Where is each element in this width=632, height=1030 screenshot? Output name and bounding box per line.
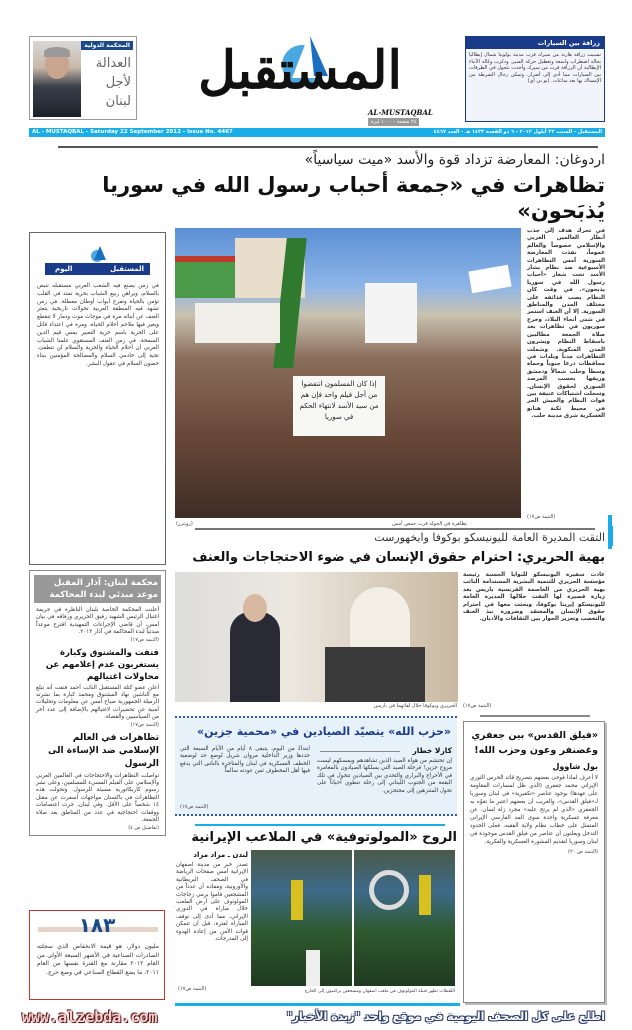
second-photo[interactable] [175, 572, 458, 702]
sidebar-today[interactable] [29, 232, 166, 565]
islamic-continued[interactable]: (تفاصيل ص ٤) [128, 824, 159, 831]
tribunal-headline[interactable]: محكمة لبنان: آذار المقبل موعد مبدئي لبدء المحاكمة [34, 575, 161, 603]
logo-arabic: المستقبل [198, 40, 402, 101]
hezbollah-author: كارلا خطار [412, 746, 452, 755]
lead-continued[interactable]: (التتمة ص١٧) [527, 514, 556, 520]
tribunal-line: العدالة [95, 56, 131, 71]
hezbollah-body-right: إن تحتشم من هواة الصيد الذين تشاهدهم ويمسكهم ليست مروج جزين! فرحلة الصيد التي يسلكها الصيادون بالمغامرة في الأحراج والبراري والتحدي بين الصيادين تتحول في تلك البقعة من الجنوب اللبناني إلى رحلة تنطوي أحياناً على تحول المتنزهين إلى محتجزين. [317, 758, 452, 794]
lead-body: في تحرك هدف إلى جذب أنظار العالمين العربي والإسلامي خصوصاً والعالم عموماً، نفذت المعارضة السورية أمس التظاهرات الأسبوعية ضد نظام بشار الأسد تحت شعار «أحباب رسول الله في سوريا يذبحون». في وقت كان النظام يصب قذائفه على مختلف المدن والمناطق السورية. إلا أن العنف استمر في شتى أنحاء البلاد، وخرج سوريون في تظاهرات بعد صلاة الجمعة مطالبين باسقاط النظام ويشرون المدن المنكوبة. وشملت التظاهرات مدناً وبلدات في محافظات درعا جنوباً وحماة وسطاً وحلب شمالاً ودمشق وريفها بحسب المرصد السوري لحقوق الإنسان. وسجلت اشتباكات عنيفة بين قوات النظام والجيش الحر في محيط ثكنة هنانو العسكرية شرق مدينة حلب. [527, 228, 605, 420]
dateline-english: AL - MUSTAQBAL - Saturday 22 September 2012 - Issue No. 4467 [32, 129, 233, 135]
tribunal-line: لبنان [105, 94, 131, 109]
hariri-portrait [33, 41, 81, 117]
accent-bar [610, 526, 613, 546]
tribunal-badge: المحكمة الدولية [81, 41, 133, 50]
dateline-arabic: المستقبل - السبت ٢٢ أيلول ٢٠١٢ - ٦ ذو القعدة ١٤٣٣ هـ - العدد ٤٤٦٧ [433, 129, 602, 135]
islamic-body: تواصلت التظاهرات والاحتجاجات في العالمين العربي والإسلامي على الفيلم المسيء للمسلمين، وعلى نشر رسوم كاريكاتورية مسيئة للرسول. وتحولت هذه التظاهرات في باكستان مواجهات أسفرت عن مقتل ١٤ شخصاً على الأقل. وفي لبنان، جرت اعتصامات ووقفات احتجاجية في عدد من المناطق بعد صلاة الجمعة. [36, 772, 159, 824]
logo-english: AL-MUSTAQBAL [368, 108, 433, 117]
quds-author: بول شاوول [552, 762, 598, 771]
hezbollah-headline[interactable]: «حزب الله» يتصيّد الصيادين في «محمية جزين» [196, 725, 451, 738]
divider [195, 528, 595, 530]
threats-body: أعلن عضو كتلة المستقبل النائب أحمد فتفت أنه تبلغ مع الناشين نهاد المشنوق ومحمد كبارة بما نشرته الزميلة الجمهورية صباح أمس عن معلومات وتحليلات أمنية عن تحضيرات لاغتيالهم بالإضافة إلى عدد آخر من السياسيين والقضاة. [36, 684, 159, 721]
football-continued[interactable]: (التتمة ص١٧) [178, 986, 207, 992]
second-photo-caption: الحريري وبوكوفا خلال لقائهما في باريس [373, 703, 457, 709]
second-continued[interactable]: (التتمة ص١٧) [463, 703, 492, 709]
football-headline[interactable]: الروح «المولوتوفية» في الملاعب الإيرانية [191, 830, 457, 845]
football-byline: لندن ـ مراد مراد [193, 851, 248, 859]
divider [195, 824, 445, 826]
lead-photo-caption: تظاهرة في الحولة قرب حمص أمس [392, 521, 467, 527]
left-news-box [29, 570, 166, 836]
quds-body: لا أعرف لماذا فوجئ بعضهم بتصريح قائد الحرس الثوري الإيراني محمد جعفري (الذي ظل لمسارات المقاومة على عهدها) بوجود عناصر «تكفيرية» في لبنان وسوريا لـ«فيلق القدس»، والغريب أن بعضهم اعتبر ما تفوّه به الجعفري «الذي لم يرتج عليه» مجرد زلة لسان. عن معرفة عسكرية واحدة سوى المد الفارسي الإيراني المتمثل على خطاب نظام ولاية الفقيه، فعلى الحدود التدخل ويعلنون أن عناصر من فيلق القدس موجودة في لبنان وسوريا لتقديم المشورة العسكرية والفكرية. [470, 775, 598, 845]
sail-logo-icon [88, 245, 108, 263]
islamic-headline[interactable]: تظاهرات في العالم الإسلامي ضد الإساءة الى الرسول [48, 732, 159, 769]
footer-promo[interactable]: اطلع على كل الصحف اليومية في موقع واحد "زبدة الأخبار" [286, 1010, 605, 1023]
quds-headline[interactable]: «فيلق القدس» بين جعفري وغضنفر وعون وحزب الله! [471, 730, 598, 756]
dateline-bar [29, 128, 605, 137]
football-photo-1[interactable] [251, 850, 352, 986]
tribunal-continued[interactable]: (التتمة ص١٧) [130, 636, 159, 643]
threats-continued[interactable]: (التتمة ص١٧) [130, 721, 159, 728]
divider [175, 1003, 460, 1006]
hezbollah-body-left: ابتداءً من اليوم، يتبقى ٨ أيام من الأيام السبعة التي حددها وزير الداخلية مروان شربل لوضع حد لوضعية الخطف العسكرية في لبنان والمتاجرة بالناس التي يدفع فيها أهل المخطوف ثمن عودته سالماً. [180, 746, 310, 775]
sidebar-label: اليوم [55, 265, 73, 273]
footer-url[interactable]: www.alzebda.com [22, 1008, 158, 1026]
football-body: تصدر خبر من مدينة اصفهان الإيرانية أمس صفحات الرياضة في الصحف البريطانية والأوروبية، ومفاده أن عدداً من المشجعين قاموا برمي زجاجات المولوتوف على أرض الملعب خلال مباراة في الدوري الإيراني، مما أدى إلى توقف المباراة لفترة، قبل أن تتمكن قوات الأمن من إعادة الهدوء إلى المدرجات. [176, 862, 248, 943]
lead-headline[interactable]: تظاهرات في «جمعة أحباب رسول الله في سوريا يُذبَحون» [102, 173, 605, 223]
second-kicker: التقت المديرة العامة لليونيسكو بوكوفا وايخهورست [374, 531, 605, 544]
quds-box[interactable] [463, 721, 605, 1003]
lead-photo[interactable] [175, 228, 521, 518]
stat-number: ١٨٣ [78, 913, 116, 937]
divider [58, 146, 598, 148]
quds-continued[interactable]: (التتمة ص ٢٠) [567, 849, 598, 855]
brief-box[interactable] [465, 36, 605, 122]
football-photo-caption: اللقطات تظهر قنبلة المولوتوف في ملعب اصفهان ومشجعين يركضون إلى الخارج [304, 989, 455, 994]
second-body: عادت سفيرة اليونيسكو للنوايا الحسنة رئيسة مؤسسة الحريري للتنمية البشرية المستدامة النائب بهية الحريري من العاصمة الفرنسية باريس بعد زيارة قصيرة لها التقت خلالها المديرة العامة لليونيسكو إيرينا بوكوفا، وبحثت معها في احترام حقوق الإنسان والمعتقد وضرورة نبذ العنف والتعصب وتعزيز الحوار بين الثقافات والأديان. [463, 572, 605, 623]
lead-photo-credit: (رويترز) [176, 521, 193, 527]
tribunal-line: لأجل [105, 75, 131, 90]
sidebar-body: في زمن يصنع فيه الشعب العربي مستقبله تنبض بالسلام، ويراهن ربيع الشباب بحرية تمتد في القلب تؤمن بالحياة وتفرج أبواب أوطان معطلة. في زمن تشهد فيه المنطقة العربية تحولات تاريخية يتعثر العنف عن أبنائه مرة في موجات موت ودمار لا تنقطع ويغير فيها ملاحم أحلام الحياة، ومرة في اعتداء قاتل على الحرية باسم حرية التعبير يمس قيم الدين السمحة. في زمن العنف المستقوي علمنا الشباب العربي أن أحلام الحياة والحرية والسلام لن تنطفئ. تحية إلى خادمي السلام والمصالحة المؤمنين ببناء حصون السلام في عقول البشر. [37, 283, 159, 367]
divider [480, 715, 590, 717]
tribunal-box[interactable] [29, 36, 137, 120]
threats-headline[interactable]: فتفت والمشنوق وكبارة يستغربون عدم إعلامهم عن محاولات اغتيالهم [45, 647, 159, 682]
price: ٢٤ صفحة - ١٠٠٠ ليرة [368, 118, 419, 126]
masthead-logo[interactable] [150, 30, 450, 130]
protest-sign: إذا كان المسلمون انتفضوا من أجل فيلم واحد فإن هم من سيد الأسد لانتهاء الحكم في سوريا [293, 376, 385, 436]
brief-title: زرافة بين السيارات [466, 37, 604, 49]
football-photo-2[interactable] [354, 850, 455, 986]
hezbollah-continued[interactable]: (التتمة ص١٧) [180, 804, 209, 810]
lead-kicker: اردوغان: المعارضة تزداد قوة والأسد «ميت سياسياً» [304, 152, 605, 168]
second-headline[interactable]: بهية الحريري: احترام حقوق الإنسان في ضوء الاحتجاجات والعنف [192, 550, 605, 565]
sidebar-logo: المستقبل [110, 265, 144, 273]
tribunal-body: أعلنت المحكمة الخاصة بلبنان الناظرة في جريمة اغتيال الرئيس الشهيد رفيق الحريري ورفاقه في بيان أمس، أن قاضي الإجراءات التمهيدية اقترح موعداً مبدئياً لبدء المحاكمة في آذار ٢٠١٣. [36, 607, 159, 636]
hezbollah-box[interactable] [175, 716, 457, 816]
stat-body: مليون دولار، هو قيمة الانخفاض الذي سجلته الصادرات الصناعية في الأشهر السبعة الأولى من العام ٢٠١٢ مقارنة مع الفترة نفسها من العام ٢٠١١، ما يضع القطاع الصناعي في وضع حرج. [37, 943, 160, 976]
brief-text: تسببت زرافة هاربة من سيرك قرب مدينة بولونيا شمال إيطاليا بحالة اضطراب واسعة وتعطيل حركة السير. وذكرت وكالة الأنباء الإيطالية أن الزرافة فرت من سيرك وأخذت تتجول في الطرقات بين السيارات مما أدى إلى أضرار. وتمكن رجال الشرطة من الإمساك بها بعد ساعات. (يو بي أي) [469, 52, 601, 85]
stat-box [29, 910, 165, 1000]
